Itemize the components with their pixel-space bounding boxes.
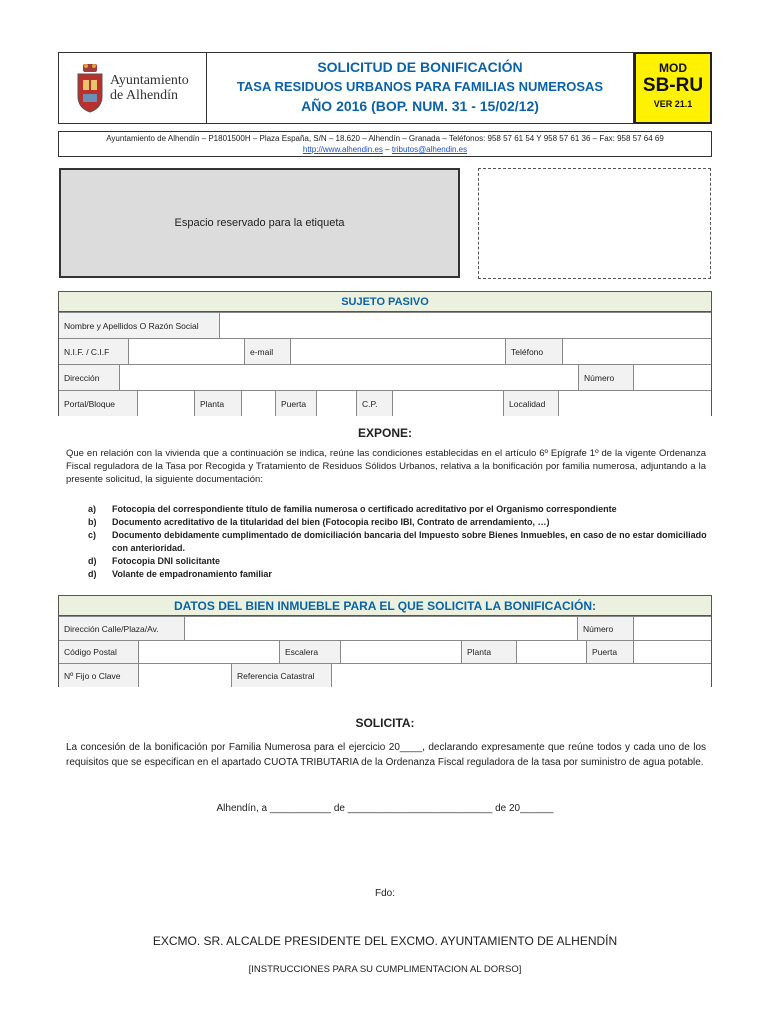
org-name-line2: de Alhendín xyxy=(110,88,179,103)
doc-letter: c) xyxy=(88,530,97,540)
signature-label: Fdo: xyxy=(374,888,395,899)
direccion-field[interactable] xyxy=(120,365,579,390)
list-item xyxy=(88,555,708,568)
bien-escalera-field[interactable] xyxy=(341,641,462,663)
address-line: Ayuntamiento de Alhendín – P1801500H – Plaza España, S/N – 18.620 – Alhendín – Granada – Teléfonos: 958 57 61 54 Y 958 57 61 36 – Fax: 958 57 64 69 xyxy=(106,134,664,143)
label-reserved-area xyxy=(59,168,460,278)
org-name-line1: Ayuntamiento xyxy=(110,73,189,88)
form-header xyxy=(58,52,712,124)
bien-direccion-field[interactable] xyxy=(185,617,578,640)
bien-direccion-label: Dirección Calle/Plaza/Av. xyxy=(59,617,185,640)
registry-stamp-area xyxy=(478,168,711,279)
list-item xyxy=(88,529,708,555)
expone-text: Que en relación con la vivienda que a continuación se indica, reúne las condiciones establecidas en el artículo 6º Epígrafe 1º de la vigente Ordenanza Fiscal reguladora de la Tasa por Recogida y Tratamiento de Residuos Sólidos Urbanos, relativa a la bonificación por familia numerosa, adjuntando a la presente solicitud, la siguiente documentación: xyxy=(66,448,706,485)
doc-letter: a) xyxy=(88,504,97,514)
address-bar xyxy=(58,131,712,157)
localidad-field[interactable] xyxy=(559,391,711,416)
doc-text: Fotocopia del correspondiente título de familia numerosa o certificado acreditativo por el Organismo correspondiente xyxy=(112,504,617,514)
nif-label: N.I.F. / C.I.F xyxy=(59,339,129,364)
instructions-note: [INSTRUCCIONES PARA SU CUMPLIMENTACION AL DORSO] xyxy=(248,964,522,975)
sujeto-pasivo-section xyxy=(58,291,712,416)
email-link[interactable]: tributos@alhendin.es xyxy=(391,145,468,154)
expone-title: EXPONE: xyxy=(357,426,412,440)
direccion-label: Dirección xyxy=(59,365,120,390)
bien-escalera-label: Escalera xyxy=(280,641,341,663)
label-reserved-text: Espacio reservado para la etiqueta xyxy=(174,217,345,229)
cp-field[interactable] xyxy=(393,391,504,416)
solicita-text: La concesión de la bonificación por Familia Numerosa para el ejercicio 20____, declarando expresamente que reúne todos y cada uno de los requisitos que se especifican en el apartado CUOTA TRIBUTARIA de la Ordenanza Fiscal reguladora de la tasa por suministro de agua potable. xyxy=(66,742,706,768)
bien-inmueble-title: DATOS DEL BIEN INMUEBLE PARA EL QUE SOLICITA LA BONIFICACIÓN: xyxy=(59,596,711,616)
localidad-label: Localidad xyxy=(504,391,559,416)
doc-letter: b) xyxy=(88,517,97,527)
bien-cp-field[interactable] xyxy=(139,641,280,663)
numero-label: Número xyxy=(579,365,634,390)
list-item xyxy=(88,503,708,516)
model-badge xyxy=(634,52,712,124)
title-line-1: SOLICITUD DE BONIFICACIÓN xyxy=(317,59,523,75)
cp-label: C.P. xyxy=(357,391,393,416)
doc-text: Volante de empadronamiento familiar xyxy=(112,569,272,579)
planta-field[interactable] xyxy=(242,391,276,416)
bien-catastral-label: Referencia Catastral xyxy=(232,664,332,687)
email-label: e-mail xyxy=(245,339,291,364)
puerta-field[interactable] xyxy=(317,391,357,416)
portal-label: Portal/Bloque xyxy=(59,391,138,416)
numero-field[interactable] xyxy=(634,365,711,390)
doc-text: Fotocopia DNI solicitante xyxy=(112,556,221,566)
solicita-title: SOLICITA: xyxy=(355,716,415,730)
bien-planta-label: Planta xyxy=(462,641,517,663)
doc-text: Documento acreditativo de la titularidad del bien (Fotocopia recibo IBI, Contrato de arrendamiento, …) xyxy=(112,517,550,527)
nombre-label: Nombre y Apellidos O Razón Social xyxy=(59,313,220,338)
telefono-label: Teléfono xyxy=(506,339,563,364)
addressee: EXCMO. SR. ALCALDE PRESIDENTE DEL EXCMO. AYUNTAMIENTO DE ALHENDÍN xyxy=(152,934,618,948)
bien-puerta-field[interactable] xyxy=(634,641,711,663)
sujeto-pasivo-title: SUJETO PASIVO xyxy=(59,292,711,312)
documents-list xyxy=(88,503,708,581)
logo xyxy=(59,53,207,123)
mod-code: SB-RU xyxy=(642,75,704,96)
puerta-label: Puerta xyxy=(276,391,317,416)
telefono-field[interactable] xyxy=(563,339,711,364)
bien-puerta-label: Puerta xyxy=(587,641,634,663)
bien-numero-field[interactable] xyxy=(634,617,711,640)
nombre-field[interactable] xyxy=(220,313,711,338)
bien-numero-label: Número xyxy=(578,617,634,640)
planta-label: Planta xyxy=(195,391,242,416)
coat-of-arms-icon xyxy=(75,62,105,114)
doc-letter: d) xyxy=(88,569,97,579)
doc-text: Documento debidamente cumplimentado de domiciliación bancaria del Impuesto sobre Bienes Inmuebles, en caso de no estar domiciliado con anterioridad. xyxy=(112,530,707,553)
title-line-2: TASA RESIDUOS URBANOS PARA FAMILIAS NUMEROSAS xyxy=(236,79,604,94)
bien-planta-field[interactable] xyxy=(517,641,587,663)
bien-cp-label: Código Postal xyxy=(59,641,139,663)
nif-field[interactable] xyxy=(129,339,245,364)
link-separator: – xyxy=(382,145,392,154)
list-item xyxy=(88,516,708,529)
form-title xyxy=(207,53,634,123)
portal-field[interactable] xyxy=(138,391,195,416)
email-field[interactable] xyxy=(291,339,506,364)
mod-label: MOD xyxy=(659,61,687,75)
website-link[interactable]: http://www.alhendin.es xyxy=(302,145,383,154)
bien-fijo-field[interactable] xyxy=(139,664,232,687)
doc-letter: d) xyxy=(88,556,97,566)
bien-catastral-field[interactable] xyxy=(332,664,711,687)
mod-version: VER 21.1 xyxy=(653,99,693,109)
list-item xyxy=(88,568,708,581)
title-line-3: AÑO 2016 (BOP. NUM. 31 - 15/02/12) xyxy=(301,98,539,114)
bien-inmueble-section xyxy=(58,595,712,687)
bien-fijo-label: Nº Fijo o Clave xyxy=(59,664,139,687)
date-line[interactable]: Alhendín, a ___________ de __________________________ de 20______ xyxy=(216,803,554,814)
